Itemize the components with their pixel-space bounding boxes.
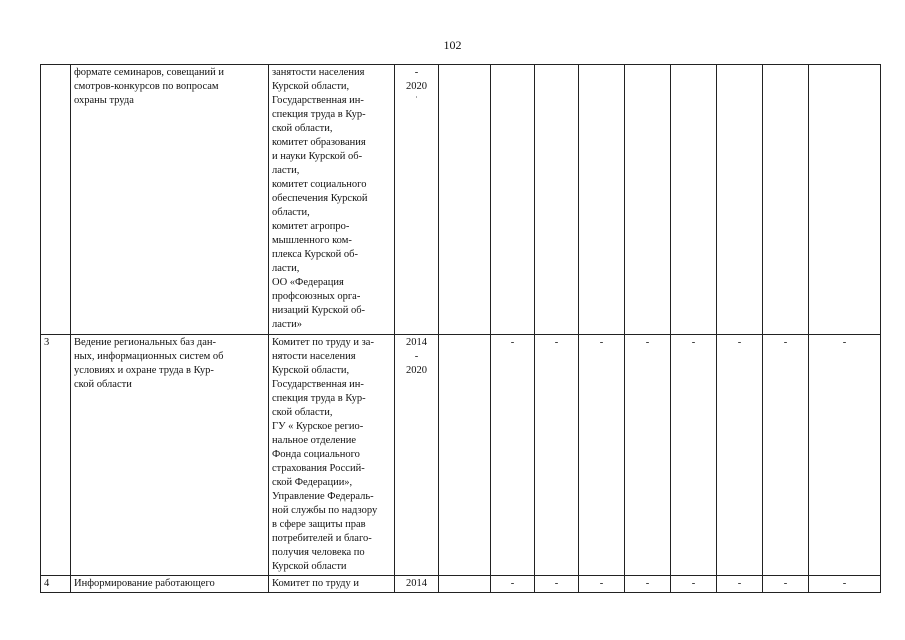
executors-cell: Комитет по труду и bbox=[269, 576, 395, 593]
row-number-cell: 3 bbox=[41, 335, 71, 576]
row-number-cell: 4 bbox=[41, 576, 71, 593]
value-cell bbox=[671, 65, 717, 335]
value-cell: - bbox=[717, 576, 763, 593]
value-cell bbox=[625, 65, 671, 335]
value-cell: - bbox=[717, 335, 763, 576]
value-cell: - bbox=[671, 576, 717, 593]
value-cell bbox=[491, 65, 535, 335]
page-number: 102 bbox=[443, 38, 462, 52]
value-cell: - bbox=[491, 576, 535, 593]
value-cell bbox=[809, 65, 881, 335]
value-cell: - bbox=[491, 335, 535, 576]
row-number-cell bbox=[41, 65, 71, 335]
implementation-years-cell: 2014 - 2020 bbox=[395, 335, 439, 576]
years-text: - 2020 bbox=[406, 67, 427, 92]
value-cell bbox=[535, 65, 579, 335]
implementation-years-cell: 2014 bbox=[395, 576, 439, 593]
value-cell: - bbox=[763, 335, 809, 576]
value-cell: - bbox=[535, 576, 579, 593]
activity-description-cell: Ведение региональных баз дан- ных, информационных систем об условиях и охране труда в Кур- ской области bbox=[71, 335, 269, 576]
table-row bbox=[41, 65, 881, 335]
activity-description-cell: формате семинаров, совещаний и смотров-конкурсов по вопросам охраны труда bbox=[71, 65, 269, 335]
value-cell: - bbox=[763, 576, 809, 593]
executors-cell: Комитет по труду и за- нятости населения Курской области, Государственная ин- спекция труда в Кур- ской области, ГУ « Курское регио- нальное отделение Фонда социального страхования Россий- ской Федерации», Управление Федераль- ной службы по надзору в сфере защиты прав потребителей и благо- получия человека по Курской области bbox=[269, 335, 395, 576]
value-cell bbox=[717, 65, 763, 335]
value-cell: - bbox=[625, 576, 671, 593]
executors-cell: занятости населения Курской области, Государственная ин- спекция труда в Кур- ской области, комитет образования и науки Курской об- ласти, комитет социального обеспечения Курской области, комитет агропро- мышленного ком- плекса Курской об- ласти, ОО «Федерация профсоюзных орга- низаций Курской об- ласти» bbox=[269, 65, 395, 335]
value-cell: - bbox=[579, 335, 625, 576]
value-cell: - bbox=[671, 335, 717, 576]
value-cell bbox=[439, 335, 491, 576]
activity-description-cell: Информирование работающего bbox=[71, 576, 269, 593]
value-cell bbox=[763, 65, 809, 335]
value-cell: - bbox=[579, 576, 625, 593]
value-cell: - bbox=[809, 576, 881, 593]
program-activities-table bbox=[40, 64, 881, 593]
table-row bbox=[41, 576, 881, 593]
value-cell: - bbox=[535, 335, 579, 576]
table-row bbox=[41, 335, 881, 576]
value-cell: - bbox=[809, 335, 881, 576]
value-cell bbox=[439, 65, 491, 335]
value-cell bbox=[579, 65, 625, 335]
implementation-years-cell bbox=[395, 65, 439, 335]
value-cell bbox=[439, 576, 491, 593]
dot-mark: · bbox=[415, 93, 418, 102]
value-cell: - bbox=[625, 335, 671, 576]
